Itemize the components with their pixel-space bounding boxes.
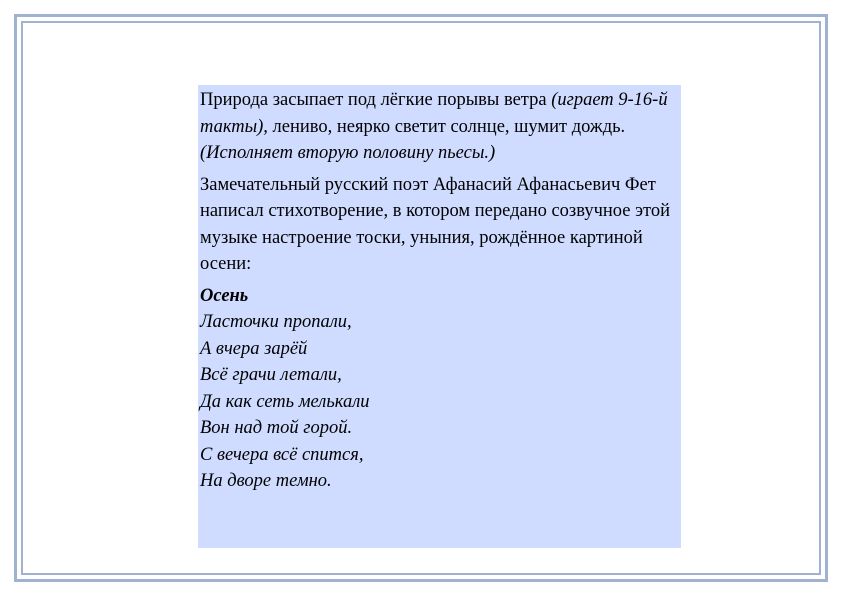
paragraph-fet: Замечательный русский поэт Афанасий Афанасьевич Фет написал стихотворение, в котором передано созвучное этой музыке настроение тоски, уныния, рождённое картиной осени: — [200, 174, 671, 274]
paragraph-intro — [200, 87, 679, 167]
poem-line: А вчера зарёй — [200, 338, 308, 359]
intro-text-part2: лениво, неярко светит солнце, шумит дождь. — [272, 116, 626, 137]
poem-line: Вон над той горой. — [200, 418, 353, 438]
poem-title: Осень — [200, 285, 249, 306]
intro-note-1: (играет 9-16-й такты), — [200, 90, 668, 137]
poem-line: С вечера всё спится, — [200, 444, 364, 465]
intro-text-part1: Природа засыпает под лёгкие порывы ветра — [200, 90, 547, 110]
text-box — [198, 85, 681, 548]
poem-line: На дворе темно. — [200, 471, 332, 491]
poem-line: Да как сеть мелькали — [200, 391, 370, 412]
intro-note-2: (Исполняет вторую половину пьесы.) — [200, 143, 496, 163]
poem-line: Всё грачи летали, — [200, 365, 342, 385]
poem-line: Ласточки пропали, — [200, 312, 352, 332]
poem — [200, 283, 679, 495]
